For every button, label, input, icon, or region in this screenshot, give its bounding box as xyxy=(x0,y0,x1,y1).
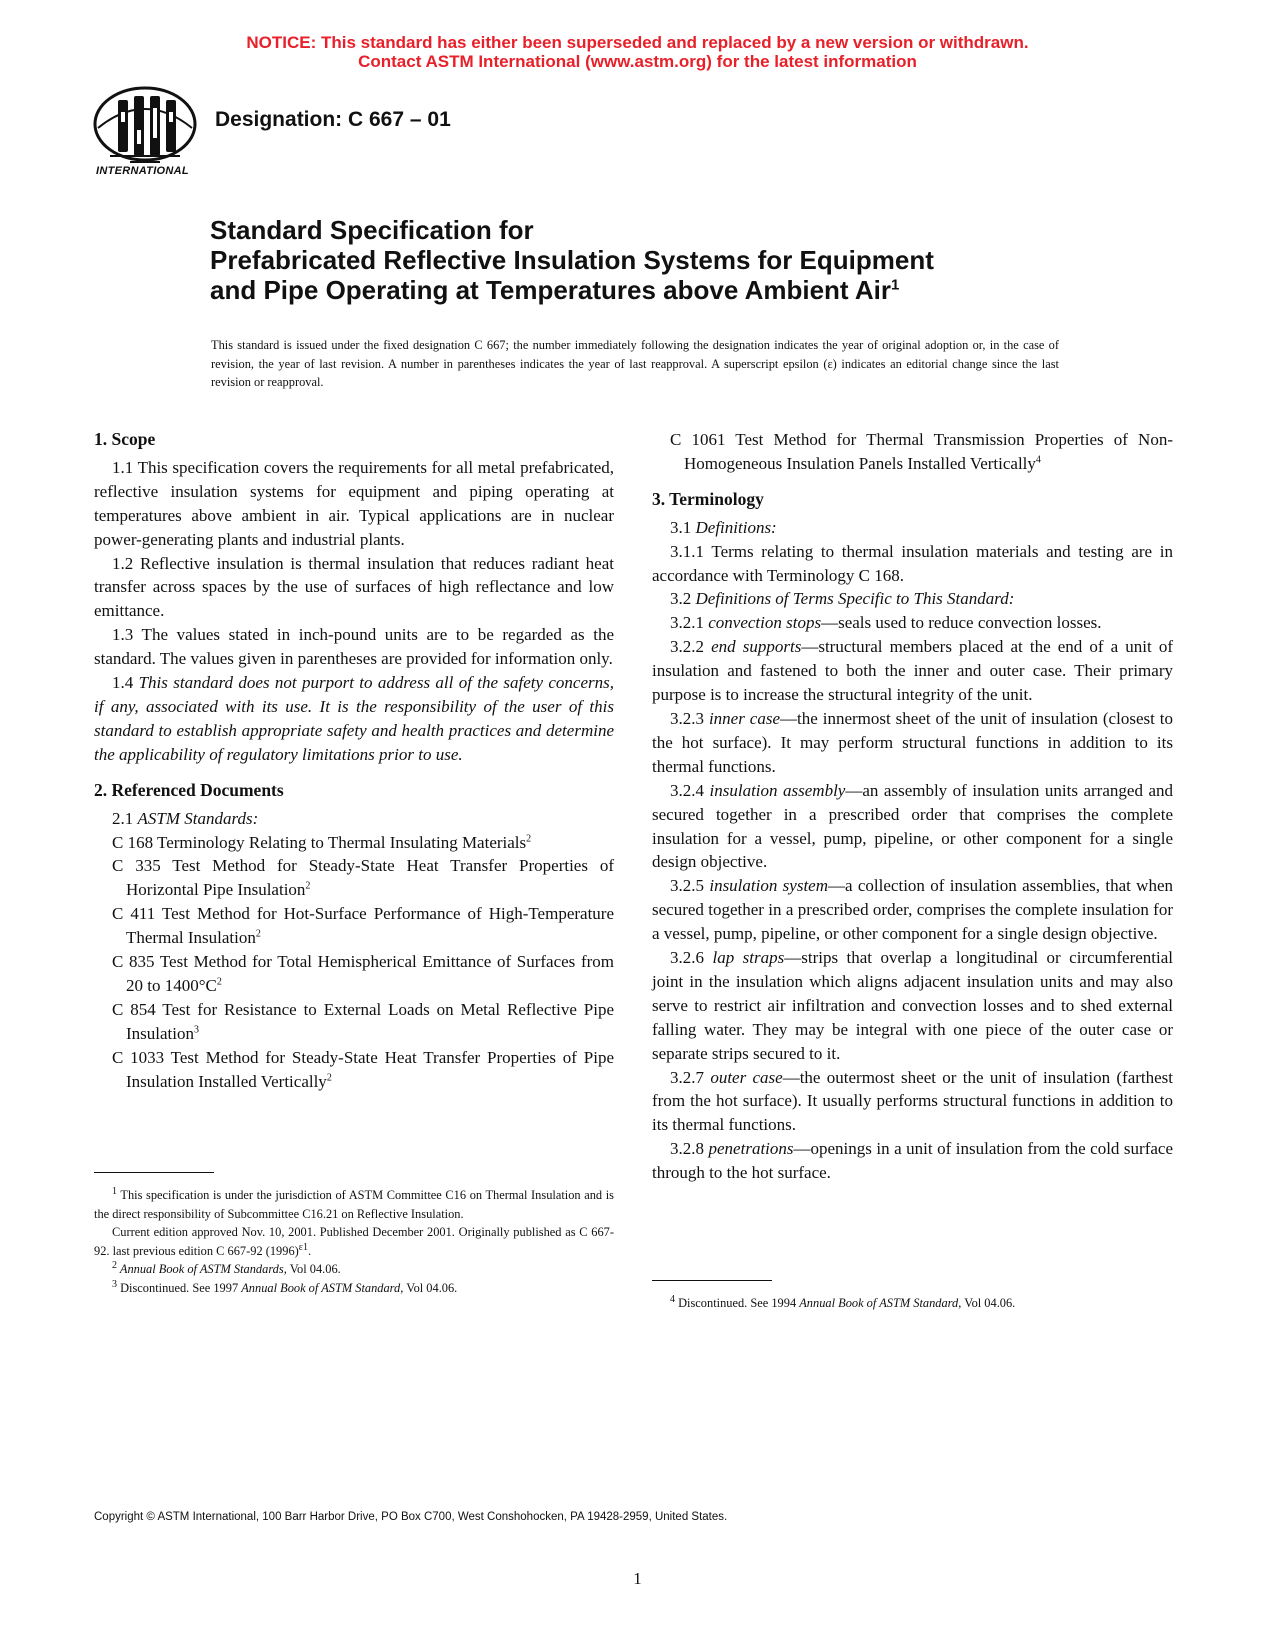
section-heading-scope: 1. Scope xyxy=(94,429,156,449)
footnote-1-edition: Current edition approved Nov. 10, 2001. Published December 2001. Originally published as C 667-92. last previous edition C 667-92 $(1996)^{\varepsilon 1}$. xyxy=(94,1225,614,1258)
paragraph-1-2: 1.2 Reflective insulation is thermal insulation that reduces radiant heat transfer across spaces by the use of surfaces of high reflectance and low emittance. xyxy=(94,553,614,621)
left-column xyxy=(94,428,614,1093)
reference-item: C 1061 Test Method for Thermal Transmission Properties of Non-Homogeneous Insulation Panels Installed Vertically$^4$ xyxy=(670,430,1173,473)
copyright-line: Copyright © ASTM International, 100 Barr Harbor Drive, PO Box C700, West Conshohocken, PA 19428-2959, United States. xyxy=(94,1511,728,1523)
title-footnote-ref: 1 xyxy=(890,276,900,294)
section-heading-referenced-documents: 2. Referenced Documents xyxy=(94,779,284,800)
reference-item: C 835 Test Method for Total Hemispherical Emittance of Surfaces from 20 to $1400^\circ C^2$ xyxy=(112,952,614,995)
footnotes-left xyxy=(94,1186,614,1298)
withdrawal-notice xyxy=(0,33,1275,71)
definition-item: 3.2.3 inner case—the innermost sheet of the unit of insulation (closest to the hot surface). It may perform structural functions in addition to its thermal functions. xyxy=(652,708,1173,776)
notice-line-2: Contact ASTM International (www.astm.org) for the latest information xyxy=(358,52,917,71)
title-line-2: Prefabricated Reflective Insulation Systems for Equipment xyxy=(210,245,934,275)
title-line-3: and Pipe Operating at Temperatures above Ambient Air$^1$ xyxy=(210,275,900,305)
paragraph-3-1: 3.1 Definitions: xyxy=(670,517,777,537)
definition-item: 3.2.6 lap straps—strips that overlap a longitudinal or circumferential joint in the insulation which aligns adjacent insulation units and may also serve to restrict air infiltration and convection losses and to shed external falling water. They may be integral with one piece of the outer case or separate strips secured to it. xyxy=(652,948,1174,1063)
footnote-rule-left xyxy=(94,1172,214,1173)
reference-item: C 1033 Test Method for Steady-State Heat Transfer Properties of Pipe Insulation Installed Vertically$^2$ xyxy=(112,1047,614,1091)
definition-item: 3.2.7 outer case—the outermost sheet or the unit of insulation (farthest from the hot surface). It usually performs structural functions in addition to its thermal functions. xyxy=(652,1067,1174,1135)
definition-item: 3.2.4 insulation assembly—an assembly of insulation units arranged and secured together in a prescribed order that comprises the complete insulation for a vessel, pump, pipeline, or other component for a single design objective. xyxy=(652,780,1173,872)
document-title xyxy=(210,215,1110,305)
definition-item: 3.2.5 insulation system—a collection of insulation assemblies, that when secured together in a prescribed order, comprises the complete insulation for a vessel, pump, pipeline, or other component for a single design objective. xyxy=(652,876,1174,944)
definition-item: 3.2.1 convection stops—seals used to reduce convection losses. xyxy=(670,613,1102,633)
reference-item: C 854 Test for Resistance to External Loads on Metal Reflective Pipe Insulation$^3$ xyxy=(112,999,614,1043)
footnotes-right xyxy=(652,1294,1172,1313)
reference-item: C 335 Test Method for Steady-State Heat Transfer Properties of Horizontal Pipe Insulation$^2$ xyxy=(112,856,614,900)
reference-item: C 168 Terminology Relating to Thermal Insulating Materials$^2$ xyxy=(112,832,532,852)
title-line-1: Standard Specification for xyxy=(210,215,534,245)
definition-item: 3.2.2 end supports—structural members placed at the end of a unit of insulation and fastened to both the inner and outer case. Their primary purpose is to increase the structural integrity of the unit. xyxy=(652,637,1173,705)
issued-note: This standard is issued under the fixed designation C 667; the number immediately following the designation indicates the year of original adoption or, in the case of revision, the year of last revision. A number in parentheses indicates the year of last reapproval. A superscript epsilon (ε) indicates an editorial change since the last revision or reapproval. xyxy=(211,338,1059,389)
logo-international-label: INTERNATIONAL xyxy=(96,165,189,177)
paragraph-2-1: 2.1 ASTM Standards: xyxy=(112,808,259,828)
paragraph-3-1-1: 3.1.1 Terms relating to thermal insulation materials and testing are in accordance with Terminology C 168. xyxy=(652,541,1173,585)
paragraph-1-3: 1.3 The values stated in inch-pound units are to be regarded as the standard. The values given in parentheses are provided for information only. xyxy=(94,625,614,669)
paragraph-1-1: 1.1 This specification covers the requirements for all metal prefabricated, reflective insulation systems for equipment and piping operating at temperatures above ambient in air. Typical applications are in nuclear power-generating plants and industrial plants. xyxy=(94,457,614,549)
definition-item: 3.2.8 penetrations—openings in a unit of insulation from the cold surface through to the hot surface. xyxy=(652,1139,1174,1183)
footnote-3: $^3$ Discontinued. See 1997 Annual Book of ASTM Standard, Vol 04.06. xyxy=(112,1278,458,1295)
designation: Designation: C 667 – 01 xyxy=(215,108,451,131)
paragraph-1-4: 1.4 This standard does not purport to address all of the safety concerns, if any, associated with its use. It is the responsibility of the user of this standard to establish appropriate safety and health practices and determine the applicability of regulatory limitations prior to use. xyxy=(94,673,614,764)
footnote-2: $^2$ Annual Book of ASTM Standards, Vol 04.06. xyxy=(112,1260,341,1277)
section-heading-terminology: 3. Terminology xyxy=(652,488,764,509)
footnote-rule-right xyxy=(652,1280,772,1281)
paragraph-3-2: 3.2 Definitions of Terms Specific to This Standard: xyxy=(670,589,1015,609)
right-column xyxy=(652,428,1173,1185)
footnote-1: $^1$ This specification is under the jurisdiction of ASTM Committee C16 on Thermal Insulation and is the direct responsibility of Subcommittee C16.21 on Reflective Insulation. xyxy=(94,1185,614,1221)
reference-item: C 411 Test Method for Hot-Surface Performance of High-Temperature Thermal Insulation$^2$ xyxy=(112,904,614,948)
notice-line-1: NOTICE: This standard has either been superseded and replaced by a new version or withdrawn. xyxy=(246,33,1029,52)
footnote-4: $^4$ Discontinued. See 1994 Annual Book of ASTM Standard, Vol 04.06. xyxy=(670,1293,1016,1310)
page-number: 1 xyxy=(633,1569,642,1588)
